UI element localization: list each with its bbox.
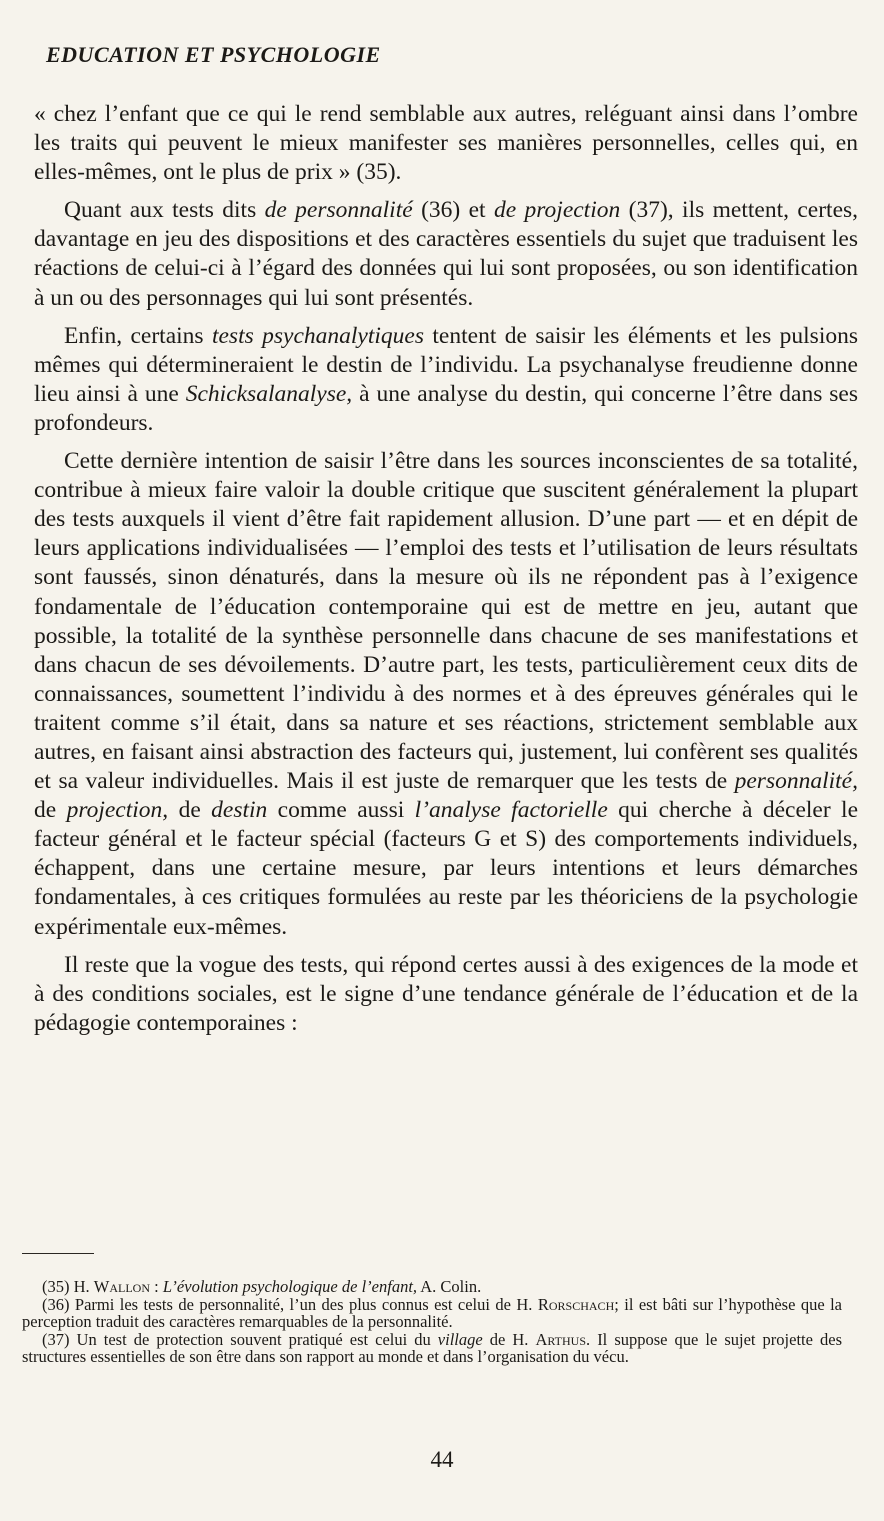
p4-text-e: de [168,797,212,824]
p2-term-projection: de projection [493,197,621,224]
footnote-36 [22,1296,842,1331]
p4-term-destin: destin [211,797,268,824]
p4-term-analyse-factorielle: l’analyse factorielle [414,797,608,824]
p2-text-c: (36) et [412,197,494,224]
fn37-author: Arthus [535,1329,587,1349]
p2-term-personnalite: de personnalité [264,197,413,224]
fn36-author: Rorschach [537,1294,615,1314]
paragraph-5: Il reste que la vogue des tests, qui répond certes aussi à des exigences de la mode et à des conditions sociales, est le signe d’une tendance générale de l’éducation et de la pédagogie contemporaines : [34,951,858,1036]
main-text [34,100,858,1047]
p4-text-a: Cette dernière intention de saisir l’être dans les sources inconscientes de sa totalité, contribue à mieux faire valoir la double critique que suscitent généralement la plupart des tests auxquels il vient d’être fait rapidement allusion. D’une part — et en dépit de leurs applications individualisées — l’emploi des tests et l’utilisation de leurs résultats sont faussés, sinon dénaturés, dans la mesure où ils ne répondent pas à l’exigence fondamentale de l’éducation contemporaine qui est de mettre en jeu, autant que possible, la totalité de la synthèse personnelle dans chacune de ses manifestations et dans chacun de ses dévoilements. D’autre part, les tests, particulièrement ceux dits de connaissances, soumettent l’individu à des normes et à des épreuves générales qui le traitent comme s’il était, dans sa nature et ses réactions, strictement semblable aux autres, en faisant ainsi abstraction des facteurs qui, justement, lui confèrent ses qualités et sa valeur individuelles. Mais il est juste de remarquer que les tests de [34,448,858,795]
p4-text-g: comme aussi [267,797,415,824]
p4-term-personnalite: personnalité, [734,768,858,795]
fn36-text-a: (36) Parmi les tests de personnalité, l’un des plus connus est celui de H. [42,1294,538,1314]
p3-text-e: à une analyse du destin, qui concerne l’être dans ses profondeurs. [34,380,859,436]
fn37-text-c: . Il suppose que le sujet projette des structures essentielles de son être dans son rapport au monde et dans l’organisation du vécu. [22,1329,842,1367]
paragraph-2 [34,196,858,312]
fn36-text-b: ; il est bâti sur l’hypothèse que la perception traduit des caractères remarquables de la personnalité. [22,1294,842,1332]
p4-text-c: de [34,797,67,824]
footnotes [22,1278,842,1366]
p3-term-tests-psychanalytiques: tests psychanalytiques [211,322,424,349]
p3-term-schicksalanalyse: Schicksalanalyse, [185,380,353,407]
fn35-title: L’évolution psychologique de l’enfant, [162,1277,418,1296]
footnote-35 [22,1278,842,1296]
fn35-publisher: A. Colin. [417,1277,482,1296]
fn35-number: (35) H. [42,1277,94,1296]
footnote-37 [22,1331,842,1366]
fn35-author: Wallon [93,1277,151,1296]
p4-text-i: qui cherche à déceler le facteur général et le facteur spécial (facteurs G et S) des comportements individuels, échappent, dans une certaine mesure, par leurs intentions et leurs démarches fondamentales, à ces critiques formulées au reste par les théoriciens de la psychologie expérimentale eux-mêmes. [34,797,859,940]
page-number: 44 [430,1447,454,1472]
p2-text-a: Quant aux tests dits [64,197,265,224]
p4-term-projection: projection, [66,797,169,824]
fn37-text-a: (37) Un test de protection souvent pratiqué est celui du [42,1329,438,1349]
paragraph-4 [34,447,858,942]
fn35-sep: : [150,1277,163,1296]
paragraph-3 [34,322,858,438]
p2-text-e: (37), ils mettent, certes, davantage en jeu des dispositions et des caractères essentiels du sujet que traduisent les réactions de celui-ci à l’égard des données qui lui sont proposées, ou son identification à un ou des personnages qui lui sont présentés. [34,197,859,311]
footnote-divider [22,1253,94,1254]
p3-text-a: Enfin, certains [64,322,212,349]
p3-text-c: tentent de saisir les éléments et les pulsions mêmes qui détermineraient le destin de l’individu. La psychanalyse freudienne donne lieu ainsi à une [34,322,858,407]
fn37-text-b: de H. [482,1329,536,1349]
running-title: EDUCATION ET PSYCHOLOGIE [46,42,381,67]
fn37-village: village [437,1329,483,1349]
paragraph-1: « chez l’enfant que ce qui le rend semblable aux autres, reléguant ainsi dans l’ombre les traits qui peuvent le mieux manifester ses manières personnelles, celles qui, en elles-mêmes, ont le plus de prix » (35). [34,101,858,186]
